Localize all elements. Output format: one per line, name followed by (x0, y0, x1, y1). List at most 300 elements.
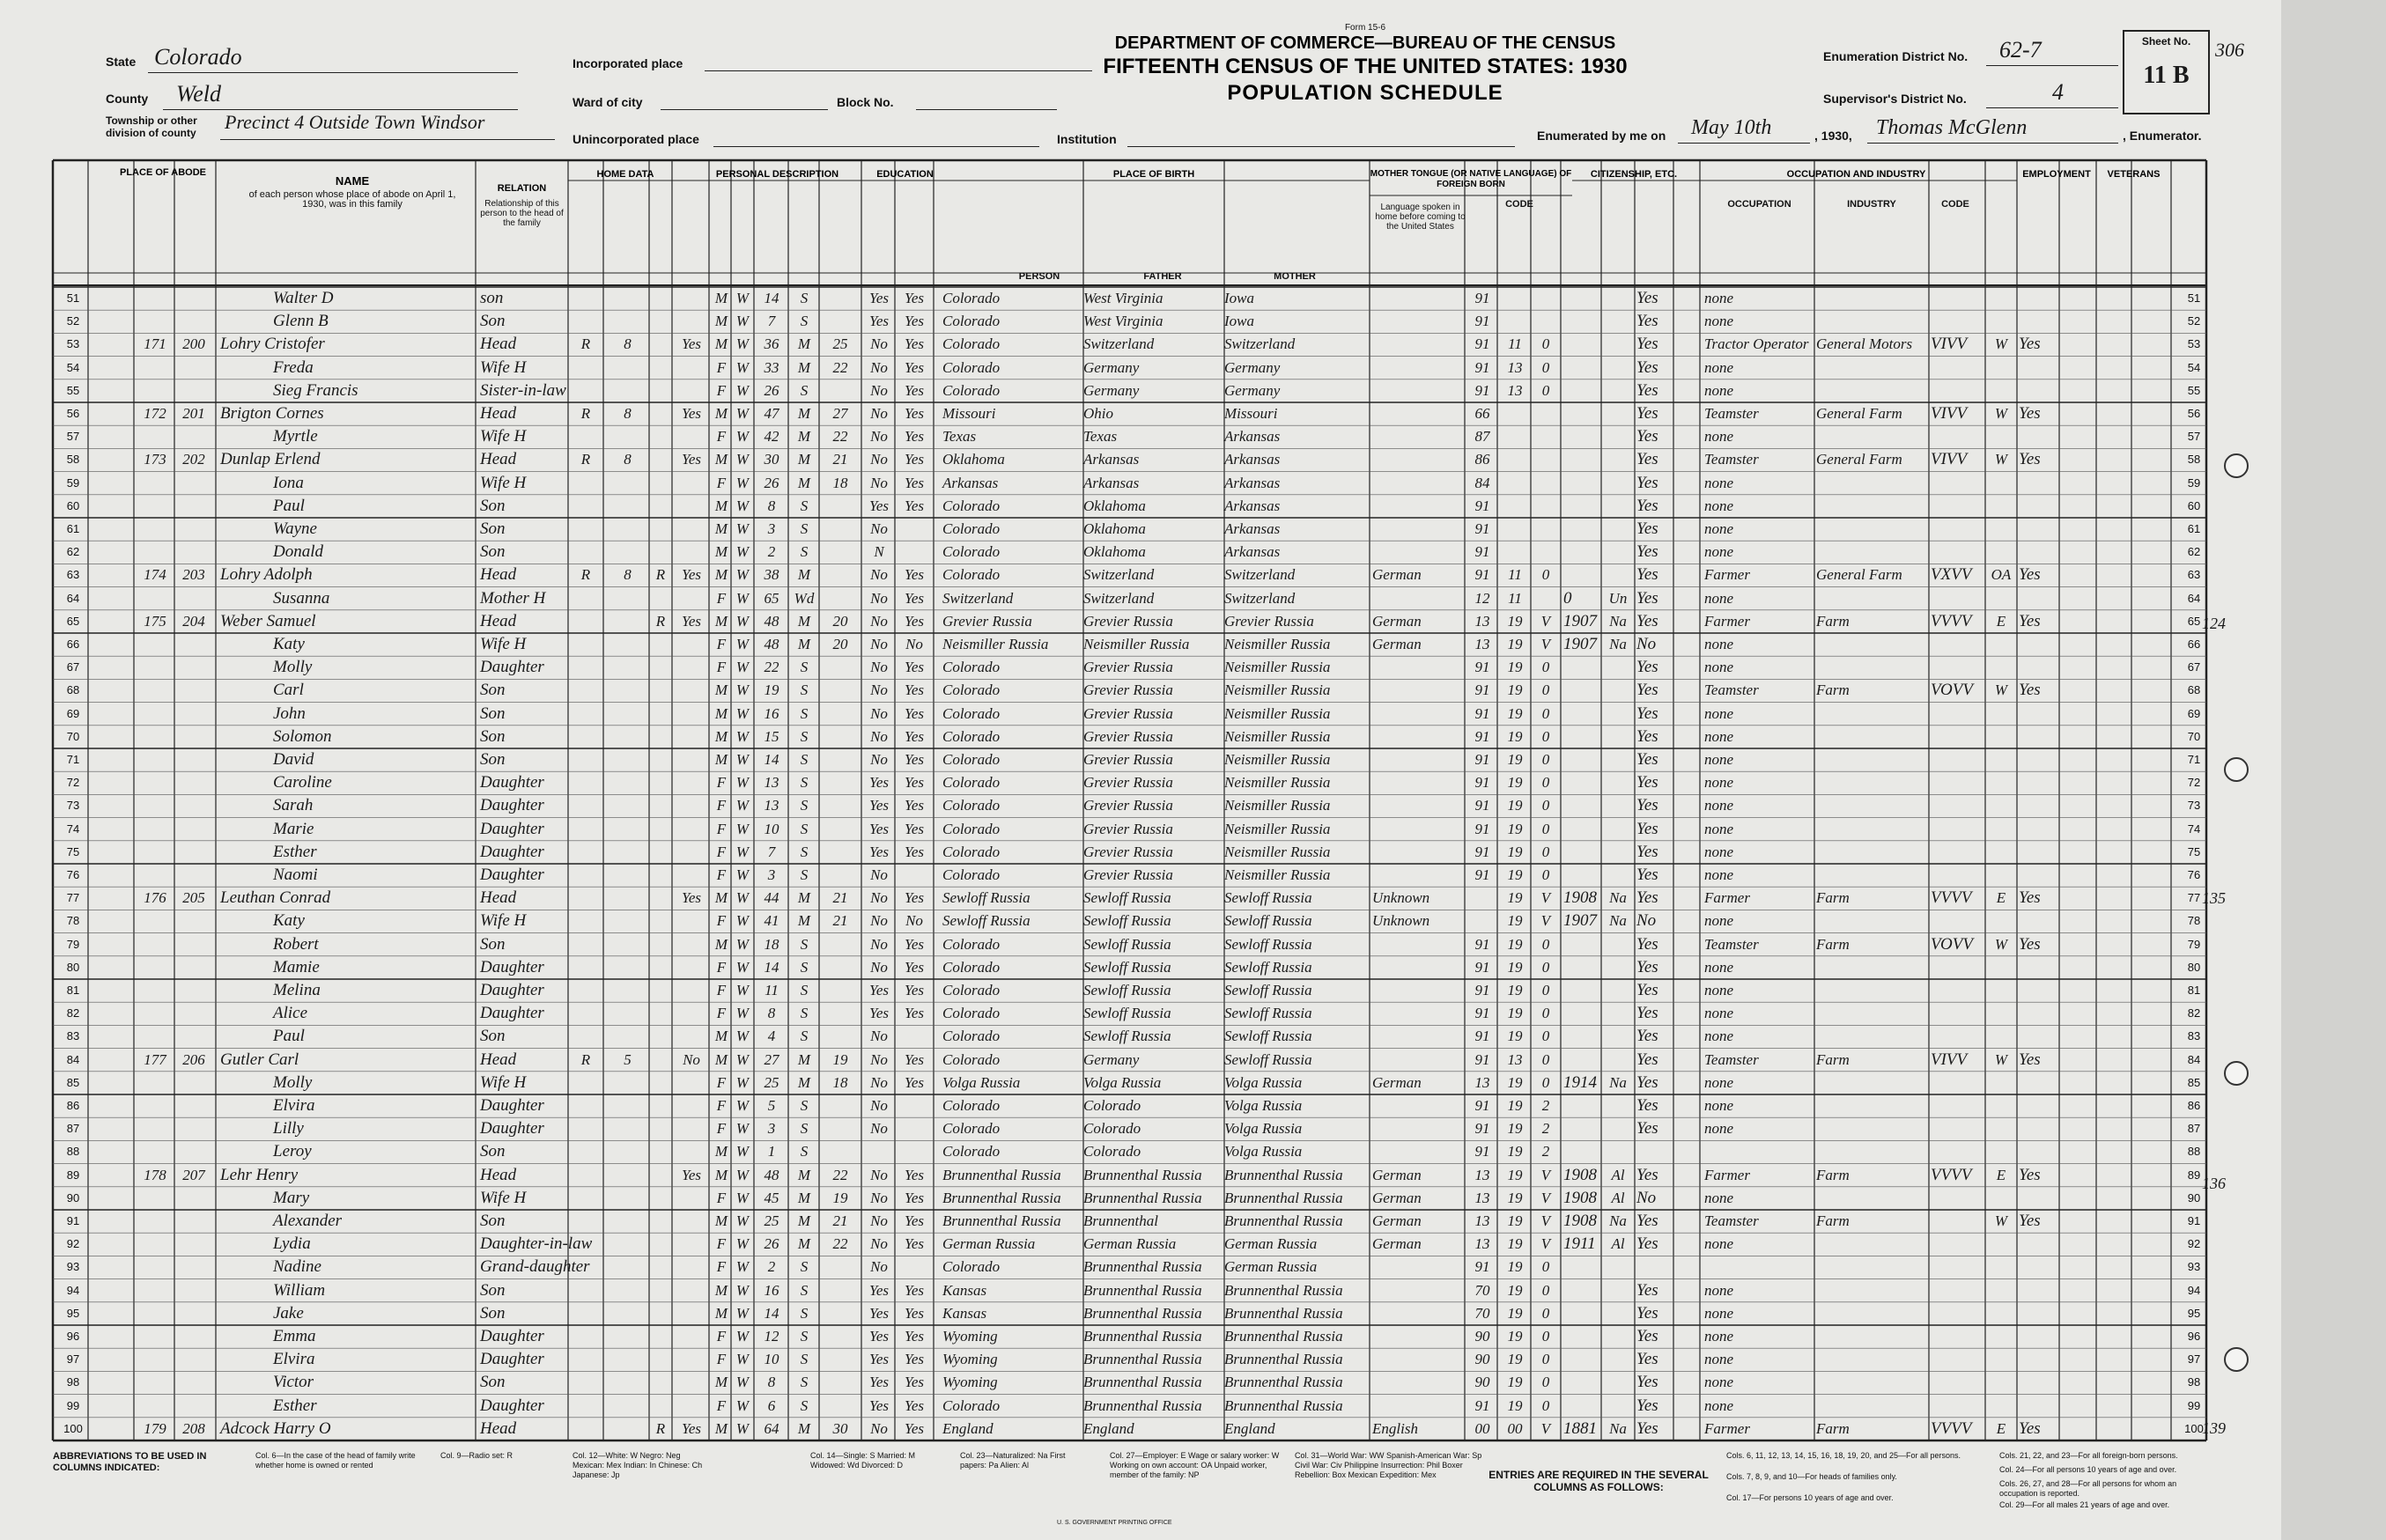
cell-emp: Yes (2019, 888, 2041, 908)
cell-ca: 91 (1474, 797, 1490, 814)
cell-sex: F (716, 774, 727, 792)
cell-ca: 12 (1474, 589, 1490, 607)
cell-occ: none (1704, 1304, 1734, 1322)
cell-cb: 19 (1507, 1258, 1523, 1276)
cell-emp: Yes (2019, 611, 2041, 630)
cell-fpob: Grevier Russia (1083, 682, 1173, 699)
cell-race: W (735, 1419, 750, 1437)
cell-read: Yes (904, 381, 925, 399)
cell-fam: 200 (182, 335, 205, 353)
cell-name: Weber Samuel (220, 611, 316, 630)
cell-name: Solomon (273, 726, 332, 746)
line-number-right: 62 (2187, 545, 2201, 559)
cell-cc: 0 (1541, 566, 1550, 584)
cell-cb: 19 (1507, 866, 1523, 883)
line-number-right: 57 (2187, 430, 2201, 444)
cell-race: W (735, 1212, 750, 1229)
cell-cb: 19 (1507, 636, 1523, 652)
cell-fpob: Switzerland (1083, 335, 1155, 353)
cell-sex: M (714, 1143, 728, 1161)
cell-eng: Yes (1636, 312, 1658, 331)
cell-rel: Daughter-in-law (480, 1234, 593, 1254)
cell-ca: 91 (1474, 381, 1490, 399)
cell-sch: No (870, 335, 888, 353)
req-note-5: Col. 24—For all persons 10 years of age and over. (1999, 1465, 2177, 1474)
cell-mpob: Brunnenthal Russia (1224, 1328, 1343, 1345)
cell-tongue: German (1372, 1073, 1422, 1091)
cell-name: Marie (273, 819, 314, 838)
cell-rel: Son (480, 681, 506, 700)
cell-sch: No (870, 1120, 888, 1138)
cell-occ: none (1704, 1351, 1734, 1368)
cell-cc: 0 (1541, 335, 1550, 353)
cell-mar: M (797, 405, 811, 422)
cell-name: Lydia (273, 1234, 311, 1254)
cell-pob: Colorado (942, 820, 1001, 837)
cell-sex: M (714, 1050, 728, 1068)
cell-mar: M (797, 451, 811, 468)
cell-fam: 208 (182, 1419, 205, 1437)
cell-pob: Volga Russia (942, 1073, 1021, 1091)
cell-race: W (735, 1258, 750, 1276)
cell-pob: Colorado (942, 1050, 1001, 1068)
cell-occ: none (1704, 982, 1734, 998)
line-number: 77 (66, 891, 80, 905)
cell-name: William (273, 1280, 326, 1300)
cell-race: W (735, 313, 750, 330)
cell-cc: 0 (1541, 958, 1550, 976)
cell-tongue: English (1372, 1419, 1418, 1437)
cell-sch: No (870, 912, 888, 930)
cell-rel: Daughter (480, 819, 544, 838)
cell-mpob: Sewloff Russia (1224, 935, 1312, 953)
cell-occ: none (1704, 1328, 1734, 1345)
cell-sex: F (716, 1351, 727, 1368)
cell-mpob: Neismiller Russia (1224, 820, 1331, 837)
line-number: 65 (66, 614, 80, 628)
cell-sch: Yes (868, 1374, 890, 1391)
cell-race: W (735, 958, 750, 976)
cell-pob: Colorado (942, 358, 1001, 376)
line-number-right: 66 (2187, 637, 2201, 651)
cell-eng: Yes (1636, 750, 1658, 769)
cell-occ: none (1704, 589, 1734, 607)
cell-race: W (735, 1120, 750, 1138)
cell-mar: S (800, 1028, 809, 1045)
cell-occ: none (1704, 1189, 1734, 1206)
cell-pob: Colorado (942, 1120, 1001, 1138)
cell-mpob: Sewloff Russia (1224, 912, 1312, 930)
cell-pob: Grevier Russia (942, 612, 1032, 630)
cell-mar: M (797, 358, 811, 376)
cell-ca: 13 (1474, 1212, 1490, 1229)
line-number: 51 (66, 291, 80, 305)
cell-eng: Yes (1636, 658, 1658, 677)
cell-read: Yes (904, 1189, 925, 1206)
cell-name: Elvira (273, 1350, 315, 1369)
cell-read: Yes (904, 659, 925, 676)
cell-fpob: Ohio (1083, 405, 1113, 422)
cell-occ: none (1704, 313, 1734, 330)
col-occupation: OCCUPATION (1727, 199, 1791, 210)
col-person: PERSON (1018, 271, 1060, 282)
cell-fpob: Brunnenthal Russia (1083, 1166, 1202, 1183)
cell-agem: 21 (832, 451, 848, 468)
cell-cb: 19 (1507, 1028, 1523, 1045)
group-occupation: OCCUPATION AND INDUSTRY (1786, 169, 1926, 180)
cell-rel: Son (480, 1142, 506, 1161)
cell-age: 26 (764, 474, 779, 491)
cell-mar: S (800, 1396, 809, 1414)
cell-occ: Teamster (1704, 1212, 1759, 1229)
incorporated-label: Incorporated place (572, 56, 683, 70)
cell-tongue: German (1372, 1166, 1422, 1183)
cell-race: W (735, 474, 750, 491)
cell-race: W (735, 290, 750, 306)
cell-race: W (735, 1351, 750, 1368)
cell-pob: Wyoming (942, 1351, 998, 1368)
cell-pob: Texas (942, 428, 977, 446)
cell-ca: 91 (1474, 682, 1490, 699)
cell-fam: 204 (182, 612, 205, 630)
cell-cb: 19 (1507, 1374, 1523, 1391)
cell-race: W (735, 1097, 750, 1114)
cell-eng: Yes (1636, 588, 1658, 608)
cell-mar: S (800, 290, 809, 306)
cell-read: Yes (904, 1374, 925, 1391)
cell-farm: Yes (681, 889, 702, 907)
cell-tongue: Unknown (1372, 912, 1430, 930)
enumerated-label: Enumerated by me on (1537, 129, 1666, 143)
cell-mar: S (800, 843, 809, 860)
cell-sex: F (716, 866, 727, 883)
cell-read: Yes (904, 405, 925, 422)
cell-age: 45 (764, 1189, 779, 1206)
cell-age: 65 (764, 589, 779, 607)
cell-sex: F (716, 1258, 727, 1276)
cell-name: Leuthan Conrad (220, 888, 331, 908)
cell-occ: none (1704, 497, 1734, 514)
cell-mar: S (800, 543, 809, 561)
cell-mpob: Switzerland (1224, 566, 1296, 584)
cell-name: Lilly (273, 1119, 304, 1138)
cell-ca: 91 (1474, 751, 1490, 768)
cell-name: Emma (273, 1327, 316, 1345)
cell-age: 19 (764, 682, 779, 699)
cell-pob: Colorado (942, 1258, 1001, 1276)
cell-ca: 13 (1474, 636, 1490, 652)
punch-hole-icon (2224, 1347, 2249, 1372)
cell-imm: 1908 (1563, 1165, 1597, 1184)
cell-fam: 205 (182, 889, 205, 907)
cell-age: 8 (767, 1374, 776, 1391)
cell-radio: R (655, 612, 666, 630)
cell-mar: M (797, 335, 811, 353)
cell-sex: M (714, 451, 728, 468)
cell-sex: M (714, 1028, 728, 1045)
tongue-desc: Language spoken in home before coming to the United States (1375, 203, 1466, 232)
line-number: 71 (66, 753, 80, 766)
cell-rel: Head (480, 450, 517, 469)
cell-name: Paul (273, 1027, 305, 1046)
cell-name: Dunlap Erlend (220, 450, 321, 469)
cell-sch: No (870, 358, 888, 376)
cell-fpob: Arkansas (1083, 474, 1140, 491)
cell-emp: Yes (2019, 681, 2041, 700)
cell-ind: General Farm (1816, 405, 1902, 422)
cell-rel: Head (480, 1050, 517, 1069)
cell-own: R (580, 451, 591, 468)
line-number: 72 (66, 776, 80, 790)
cell-mpob: Neismiller Russia (1224, 797, 1331, 814)
cell-name: David (273, 750, 314, 769)
cell-sex: M (714, 566, 728, 584)
group-relation: RELATION (497, 183, 547, 194)
cell-sch: No (870, 889, 888, 907)
cell-farm: Yes (681, 1419, 702, 1437)
cell-age: 5 (767, 1097, 776, 1114)
cell-dwell: 173 (144, 451, 166, 468)
cell-rel: Daughter (480, 796, 544, 815)
cell-eng: Yes (1636, 335, 1658, 354)
cell-fpob: Arkansas (1083, 451, 1140, 468)
cell-cb: 00 (1507, 1419, 1523, 1437)
cell-rel: Daughter (480, 842, 544, 861)
cell-cc: 0 (1541, 381, 1550, 399)
cell-eng: Yes (1636, 1119, 1658, 1138)
cell-ca: 91 (1474, 820, 1490, 837)
cell-occ: Farmer (1704, 1166, 1750, 1183)
group-abode: PLACE OF ABODE (120, 167, 206, 178)
cell-read: Yes (904, 1166, 925, 1183)
cell-pob: Neismiller Russia (942, 636, 1049, 652)
cell-cb: 19 (1507, 1073, 1523, 1091)
cell-read: Yes (904, 982, 925, 998)
cell-sch: Yes (868, 313, 890, 330)
state-value: Colorado (154, 44, 242, 70)
cell-sex: F (716, 474, 727, 491)
cell-read: Yes (904, 1281, 925, 1299)
cell-cc: 0 (1541, 1351, 1550, 1368)
cell-mpob: Sewloff Russia (1224, 889, 1312, 907)
cell-rel: Head (480, 888, 517, 908)
cell-name: Alice (273, 1004, 308, 1023)
cell-ca: 91 (1474, 543, 1490, 561)
cell-mpob: Volga Russia (1224, 1073, 1303, 1091)
state-label: State (106, 55, 137, 69)
cell-name: Wayne (273, 519, 317, 538)
cell-emp: Yes (2019, 934, 2041, 954)
cell-mpob: Iowa (1224, 313, 1254, 330)
line-number: 59 (66, 475, 80, 490)
cell-mpob: Arkansas (1224, 497, 1281, 514)
cell-age: 16 (764, 704, 779, 722)
line-number: 88 (66, 1145, 80, 1159)
cell-mpob: Neismiller Russia (1224, 704, 1331, 722)
cell-sch: Yes (868, 1005, 890, 1022)
cell-read: Yes (904, 566, 925, 584)
cell-name: Esther (273, 1396, 317, 1415)
line-number-right: 90 (2187, 1190, 2201, 1205)
cell-sch: No (870, 1212, 888, 1229)
cell-race: W (735, 751, 750, 768)
cell-rel: Sister-in-law (480, 380, 566, 400)
cell-pob: Colorado (942, 335, 1001, 353)
cell-eng: Yes (1636, 842, 1658, 861)
cell-age: 14 (764, 1304, 779, 1322)
cell-dwell: 171 (144, 335, 166, 353)
cell-eng: Yes (1636, 404, 1658, 423)
cell-mar: Wd (794, 589, 815, 607)
cell-mpob: Brunnenthal Russia (1224, 1212, 1343, 1229)
cell-mpob: Switzerland (1224, 335, 1296, 353)
cell-ca: 91 (1474, 1143, 1490, 1161)
cell-read: Yes (904, 335, 925, 353)
cell-fpob: England (1083, 1419, 1134, 1437)
cell-fpob: German Russia (1083, 1235, 1177, 1253)
cell-age: 27 (764, 1050, 779, 1068)
cell-name: Lohry Adolph (220, 565, 313, 585)
cell-pob: Colorado (942, 935, 1001, 953)
cell-ca: 90 (1474, 1328, 1490, 1345)
cell-pob: Colorado (942, 682, 1001, 699)
cell-name: Alexander (273, 1212, 343, 1230)
cell-rel: Wife H (480, 635, 527, 653)
cell-farm: Yes (681, 405, 702, 422)
line-number-right: 67 (2187, 660, 2201, 674)
line-number-right: 70 (2187, 729, 2201, 743)
cell-mpob: Sewloff Russia (1224, 1028, 1312, 1045)
cell-sch: No (870, 1097, 888, 1114)
cell-eng: No (1636, 635, 1657, 653)
cell-race: W (735, 566, 750, 584)
cell-sex: F (716, 358, 727, 376)
cell-cc: V (1540, 1235, 1551, 1253)
cell-age: 8 (767, 1005, 776, 1022)
cell-pob: Colorado (942, 1143, 1001, 1161)
cell-mar: M (797, 1212, 811, 1229)
cell-sch: Yes (868, 820, 890, 837)
cell-mpob: Arkansas (1224, 474, 1281, 491)
cell-fpob: Grevier Russia (1083, 797, 1173, 814)
cell-fpob: Brunnenthal Russia (1083, 1374, 1202, 1391)
line-number: 80 (66, 960, 80, 974)
cell-own: R (580, 1050, 591, 1068)
cell-name: Paul (273, 496, 305, 515)
cell-sex: F (716, 589, 727, 607)
line-number-right: 81 (2187, 984, 2201, 997)
cell-cb: 19 (1507, 774, 1523, 792)
cell-ca: 91 (1474, 659, 1490, 676)
cell-age: 2 (767, 1258, 776, 1276)
cell-sch: Yes (868, 1351, 890, 1368)
cell-cb: 13 (1507, 358, 1523, 376)
cell-occ: none (1704, 358, 1734, 376)
group-education: EDUCATION (876, 169, 934, 180)
census-title: FIFTEENTH CENSUS OF THE UNITED STATES: 1930 (1103, 55, 1628, 78)
cell-rel: son (480, 289, 504, 307)
cell-age: 3 (767, 1120, 776, 1138)
cell-fpob: West Virginia (1083, 290, 1163, 306)
cell-imm: 1881 (1563, 1418, 1597, 1438)
cell-race: W (735, 1073, 750, 1091)
cell-rel: Son (480, 1280, 506, 1300)
cell-sex: M (714, 889, 728, 907)
cell-sch: No (870, 428, 888, 446)
line-number-right: 83 (2187, 1029, 2201, 1043)
abbrev-note-2: Col. 9—Radio set: R (440, 1451, 513, 1460)
cell-val: 8 (624, 405, 632, 422)
cell-ind: Farm (1816, 1419, 1850, 1437)
cell-mpob: Brunnenthal Russia (1224, 1281, 1343, 1299)
cell-mpob: Brunnenthal Russia (1224, 1166, 1343, 1183)
cell-val: 8 (624, 451, 632, 468)
sup-value: 4 (2052, 79, 2064, 105)
cell-mar: M (797, 566, 811, 584)
cell-sex: F (716, 1005, 727, 1022)
cell-pob: Brunnenthal Russia (942, 1212, 1061, 1229)
cell-cc: 2 (1541, 1097, 1550, 1114)
cell-mar: M (797, 474, 811, 491)
cell-race: W (735, 912, 750, 930)
cell-occ: none (1704, 1281, 1734, 1299)
cell-mar: M (797, 1419, 811, 1437)
entries-title: ENTRIES ARE REQUIRED IN THE SEVERAL COLUMNS AS FOLLOWS: (1488, 1469, 1709, 1493)
cell-cls: E (1996, 889, 2006, 907)
cell-eng: Yes (1636, 450, 1658, 469)
cell-name: John (273, 704, 306, 723)
cell-mpob: German Russia (1224, 1235, 1318, 1253)
cell-name: Naomi (273, 866, 318, 884)
cell-read: Yes (904, 612, 925, 630)
cell-age: 22 (764, 659, 779, 676)
enumerator-name: Thomas McGlenn (1876, 116, 2028, 139)
cell-age: 6 (767, 1396, 776, 1414)
cell-cb: 19 (1507, 1143, 1523, 1161)
cell-rel: Daughter (480, 957, 544, 976)
cell-eng: Yes (1636, 1050, 1658, 1069)
cell-mpob: Volga Russia (1224, 1120, 1303, 1138)
cell-mar: M (797, 912, 811, 930)
cell-ocode: VIVV (1931, 1050, 1968, 1069)
cell-ind: General Farm (1816, 451, 1902, 468)
cell-ocode: VOVV (1931, 681, 1973, 700)
punch-hole-icon (2224, 453, 2249, 478)
cell-read: Yes (904, 727, 925, 745)
cell-eng: Yes (1636, 1096, 1658, 1115)
cell-race: W (735, 1374, 750, 1391)
cell-agem: 22 (832, 358, 848, 376)
cell-ca: 13 (1474, 612, 1490, 630)
cell-mar: S (800, 381, 809, 399)
cell-mpob: Arkansas (1224, 428, 1281, 446)
cell-occ: none (1704, 1235, 1734, 1253)
cell-sch: No (870, 935, 888, 953)
cell-cc: 0 (1541, 866, 1550, 883)
cell-occ: none (1704, 958, 1734, 976)
line-number: 87 (66, 1122, 80, 1136)
cell-nat: Na (1609, 889, 1627, 907)
cell-sch: Yes (868, 1396, 890, 1414)
cell-dwell: 179 (144, 1419, 166, 1437)
cell-pob: Colorado (942, 774, 1001, 792)
cell-sch: No (870, 612, 888, 630)
cell-sch: No (870, 1028, 888, 1045)
cell-fpob: Sewloff Russia (1083, 912, 1171, 930)
line-number: 66 (66, 637, 80, 651)
cell-mpob: Germany (1224, 381, 1281, 399)
cell-sch: No (870, 682, 888, 699)
